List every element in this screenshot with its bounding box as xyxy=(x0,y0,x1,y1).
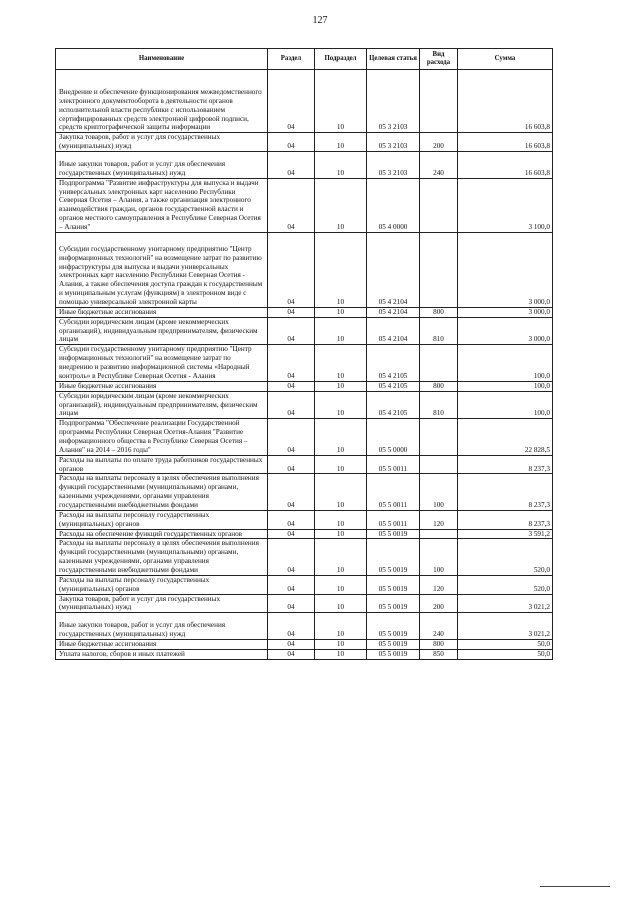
budget-table xyxy=(55,48,553,660)
cell-sum: 520,0 xyxy=(458,539,553,575)
cell-name: Подпрограмма "Обеспечение реализации Государственной программы Республики Северная Осетия-Алания "Развитие информационного общества в Республике Северная Осетия – Алания" на 2014 – 2016 годы" xyxy=(56,419,268,455)
cell-sum: 3 000,0 xyxy=(458,317,553,345)
cell-target: 05 5 0011 xyxy=(367,455,420,474)
cell-section: 04 xyxy=(268,133,315,152)
header-sum: Сумма xyxy=(458,49,553,70)
table-row xyxy=(56,575,553,594)
cell-name: Расходы на обеспечение функций государственных органов xyxy=(56,529,268,539)
cell-sum: 3 100,0 xyxy=(458,178,553,232)
table-row xyxy=(56,178,553,232)
cell-sum: 3 021,2 xyxy=(458,594,553,613)
table-row xyxy=(56,232,553,307)
cell-expense: 240 xyxy=(420,613,458,640)
table-header-row xyxy=(56,49,553,70)
cell-section: 04 xyxy=(268,232,315,307)
table-body xyxy=(56,70,553,660)
cell-name: Уплата налогов, сборов и иных платежей xyxy=(56,649,268,659)
cell-target: 05 5 0000 xyxy=(367,419,420,455)
cell-target: 05 5 0019 xyxy=(367,594,420,613)
cell-expense xyxy=(420,232,458,307)
table-row xyxy=(56,529,553,539)
cell-section: 04 xyxy=(268,529,315,539)
cell-sum: 22 828,5 xyxy=(458,419,553,455)
cell-section: 04 xyxy=(268,510,315,529)
cell-name: Подпрограмма "Развитие инфраструктуры для выпуска и выдачи универсальных электронных карт населению Республики Северная Осетия – Алания, а также организация электронного взаимодействия граждан, органов государственной власти и органов местного самоуправления в Республике Северная Осетия – Алания" xyxy=(56,178,268,232)
table-row xyxy=(56,613,553,640)
table-row xyxy=(56,594,553,613)
cell-target: 05 4 2104 xyxy=(367,232,420,307)
cell-section: 04 xyxy=(268,419,315,455)
header-expense: Вид расхода xyxy=(420,49,458,70)
cell-sum: 100,0 xyxy=(458,381,553,391)
cell-name: Иные бюджетные ассигнования xyxy=(56,639,268,649)
cell-name: Иные бюджетные ассигнования xyxy=(56,307,268,317)
cell-sum: 8 237,3 xyxy=(458,474,553,510)
cell-sum: 50,0 xyxy=(458,649,553,659)
cell-name: Расходы на выплаты персоналу государственных (муниципальных) органов xyxy=(56,575,268,594)
cell-target: 05 5 0019 xyxy=(367,649,420,659)
cell-target: 05 4 2105 xyxy=(367,391,420,419)
cell-name: Закупка товаров, работ и услуг для государственных (муниципальных) нужд xyxy=(56,594,268,613)
cell-name: Внедрение и обеспечение функционирования межведомственного электронного документооборота в деятельности органов исполнительной власти республики с использованием сертифицированных средств электронной цифровой подписи, средств криптографической защиты информации xyxy=(56,70,268,133)
cell-sum: 16 603,8 xyxy=(458,152,553,179)
cell-sum: 16 603,8 xyxy=(458,70,553,133)
cell-section: 04 xyxy=(268,575,315,594)
header-name: Наименование xyxy=(56,49,268,70)
cell-expense: 850 xyxy=(420,649,458,659)
cell-expense: 100 xyxy=(420,539,458,575)
cell-sum: 3 000,0 xyxy=(458,232,553,307)
cell-expense: 120 xyxy=(420,575,458,594)
cell-target: 05 4 2105 xyxy=(367,381,420,391)
cell-expense xyxy=(420,345,458,381)
cell-subsection: 10 xyxy=(315,594,367,613)
cell-target: 05 5 0019 xyxy=(367,575,420,594)
table-row xyxy=(56,381,553,391)
cell-name: Субсидии государственному унитарному предприятию "Центр информационных технологий" на возмещение затрат по внедрению и развитию информационной системы «Народный контроль» в Республике Северная Осетия - Алания xyxy=(56,345,268,381)
cell-subsection: 10 xyxy=(315,575,367,594)
cell-expense xyxy=(420,419,458,455)
cell-sum: 8 237,3 xyxy=(458,455,553,474)
cell-section: 04 xyxy=(268,317,315,345)
cell-target: 05 4 0000 xyxy=(367,178,420,232)
table-row xyxy=(56,510,553,529)
cell-name: Субсидии юридическим лицам (кроме некоммерческих организаций), индивидуальным предпринимателям, физическим лицам xyxy=(56,317,268,345)
cell-target: 05 5 0019 xyxy=(367,539,420,575)
cell-target: 05 5 0019 xyxy=(367,639,420,649)
cell-subsection: 10 xyxy=(315,232,367,307)
cell-subsection: 10 xyxy=(315,152,367,179)
cell-name: Расходы на выплаты персоналу в целях обеспечения выполнения функций государственными (муниципальными) органами, казенными учреждениями, органами управления государственными внебюджетными фондами xyxy=(56,474,268,510)
cell-expense xyxy=(420,529,458,539)
cell-name: Субсидии государственному унитарному предприятию "Центр информационных технологий" на возмещение затрат по развитию инфраструктуры для выпуска и выдачи универсальных электронных карт населению Республики Северная Осетия - Алания, а также обеспечения доступа граждан к государственным и муниципальным услугам (функциям) в электронном виде с помощью универсальной электронной карты xyxy=(56,232,268,307)
header-section: Раздел xyxy=(268,49,315,70)
cell-target: 05 3 2103 xyxy=(367,152,420,179)
cell-expense: 810 xyxy=(420,391,458,419)
cell-sum: 100,0 xyxy=(458,391,553,419)
cell-section: 04 xyxy=(268,178,315,232)
cell-target: 05 5 0019 xyxy=(367,529,420,539)
cell-sum: 50,0 xyxy=(458,639,553,649)
cell-name: Расходы на выплаты персоналу в целях обеспечения выполнения функций государственными (муниципальными) органами, казенными учреждениями, органами управления государственными внебюджетными фондами xyxy=(56,539,268,575)
cell-subsection: 10 xyxy=(315,455,367,474)
cell-section: 04 xyxy=(268,594,315,613)
cell-section: 04 xyxy=(268,345,315,381)
cell-subsection: 10 xyxy=(315,649,367,659)
cell-subsection: 10 xyxy=(315,510,367,529)
table-row xyxy=(56,639,553,649)
cell-target: 05 4 2105 xyxy=(367,345,420,381)
footer-rule xyxy=(540,886,610,887)
cell-sum: 8 237,3 xyxy=(458,510,553,529)
cell-section: 04 xyxy=(268,391,315,419)
cell-target: 05 5 0019 xyxy=(367,613,420,640)
table-row xyxy=(56,317,553,345)
table-row xyxy=(56,649,553,659)
table-row xyxy=(56,70,553,133)
table-row xyxy=(56,419,553,455)
table-row xyxy=(56,307,553,317)
cell-target: 05 3 2103 xyxy=(367,133,420,152)
cell-sum: 3 591,2 xyxy=(458,529,553,539)
cell-subsection: 10 xyxy=(315,317,367,345)
cell-name: Закупка товаров, работ и услуг для государственных (муниципальных) нужд xyxy=(56,133,268,152)
cell-target: 05 4 2104 xyxy=(367,317,420,345)
table-row xyxy=(56,539,553,575)
cell-expense: 800 xyxy=(420,307,458,317)
cell-name: Иные закупки товаров, работ и услуг для обеспечения государственных (муниципальных) нужд xyxy=(56,152,268,179)
cell-target: 05 5 0011 xyxy=(367,474,420,510)
cell-name: Расходы на выплаты персоналу государственных (муниципальных) органов xyxy=(56,510,268,529)
cell-target: 05 5 0011 xyxy=(367,510,420,529)
cell-target: 05 3 2103 xyxy=(367,70,420,133)
cell-subsection: 10 xyxy=(315,345,367,381)
cell-section: 04 xyxy=(268,381,315,391)
cell-section: 04 xyxy=(268,639,315,649)
cell-expense: 240 xyxy=(420,152,458,179)
cell-subsection: 10 xyxy=(315,381,367,391)
cell-subsection: 10 xyxy=(315,133,367,152)
cell-expense: 200 xyxy=(420,594,458,613)
table-row xyxy=(56,133,553,152)
cell-name: Иные бюджетные ассигнования xyxy=(56,381,268,391)
cell-subsection: 10 xyxy=(315,419,367,455)
cell-subsection: 10 xyxy=(315,529,367,539)
cell-subsection: 10 xyxy=(315,539,367,575)
cell-expense xyxy=(420,455,458,474)
cell-expense: 120 xyxy=(420,510,458,529)
cell-subsection: 10 xyxy=(315,178,367,232)
cell-sum: 520,0 xyxy=(458,575,553,594)
cell-name: Расходы на выплаты по оплате труда работников государственных органов xyxy=(56,455,268,474)
cell-expense: 800 xyxy=(420,381,458,391)
cell-subsection: 10 xyxy=(315,639,367,649)
cell-expense: 800 xyxy=(420,639,458,649)
cell-name: Иные закупки товаров, работ и услуг для обеспечения государственных (муниципальных) нужд xyxy=(56,613,268,640)
cell-target: 05 4 2104 xyxy=(367,307,420,317)
cell-sum: 100,0 xyxy=(458,345,553,381)
table-row xyxy=(56,391,553,419)
header-target: Целевая статья xyxy=(367,49,420,70)
page-number: 127 xyxy=(312,15,328,26)
cell-subsection: 10 xyxy=(315,391,367,419)
cell-section: 04 xyxy=(268,649,315,659)
cell-subsection: 10 xyxy=(315,307,367,317)
cell-section: 04 xyxy=(268,474,315,510)
table-row xyxy=(56,345,553,381)
cell-sum: 16 603,8 xyxy=(458,133,553,152)
cell-expense xyxy=(420,178,458,232)
cell-expense: 810 xyxy=(420,317,458,345)
table-row xyxy=(56,474,553,510)
cell-name: Субсидии юридическим лицам (кроме некоммерческих организаций), индивидуальным предпринимателям, физическим лицам xyxy=(56,391,268,419)
cell-section: 04 xyxy=(268,307,315,317)
header-subsection: Подраздел xyxy=(315,49,367,70)
cell-section: 04 xyxy=(268,70,315,133)
cell-subsection: 10 xyxy=(315,70,367,133)
cell-expense: 100 xyxy=(420,474,458,510)
cell-sum: 3 000,0 xyxy=(458,307,553,317)
table-row xyxy=(56,455,553,474)
table-row xyxy=(56,152,553,179)
cell-section: 04 xyxy=(268,539,315,575)
cell-subsection: 10 xyxy=(315,613,367,640)
cell-sum: 3 021,2 xyxy=(458,613,553,640)
cell-expense: 200 xyxy=(420,133,458,152)
cell-section: 04 xyxy=(268,152,315,179)
cell-section: 04 xyxy=(268,455,315,474)
cell-expense xyxy=(420,70,458,133)
cell-section: 04 xyxy=(268,613,315,640)
cell-subsection: 10 xyxy=(315,474,367,510)
